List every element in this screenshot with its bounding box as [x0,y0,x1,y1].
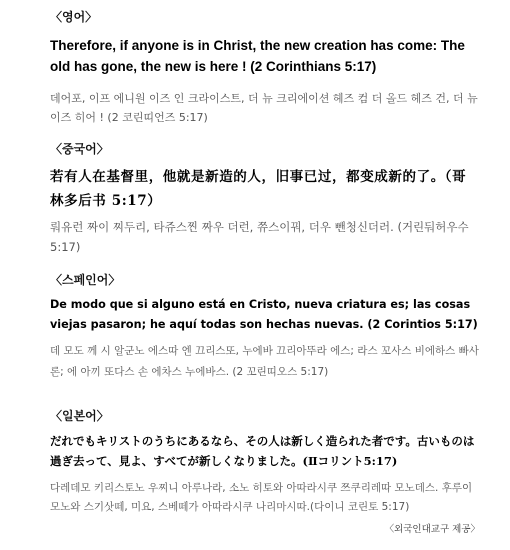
section-label: 〈영어〉 [50,10,98,24]
pronunciation-text: 데어포, 이프 에니원 이즈 인 크라이스트, 더 뉴 크리에이션 헤즈 컴 더 올드 헤즈 건, 더 뉴 이즈 히어 ! (2 코린띠언즈 5:17) [50,92,478,124]
section-english [50,8,480,127]
verse-text: 若有人在基督里，他就是新造的人，旧事已过，都变成新的了。（哥林多后书 5:17） [50,169,467,209]
section-label: 〈일본어〉 [50,409,109,423]
section-label: 〈스페인어〉 [50,273,121,287]
verse-text: だれでもキリストのうちにあるなら、その人は新しく造られた者です。古いものは過ぎ去って、見よ、すべてが新しくなりました。(Ⅱコリント5:17) [50,434,475,468]
section-spanish [50,271,480,383]
section-japanese [50,407,480,517]
source-credit: 〈외국인대교구 제공〉 [384,524,480,535]
pronunciation-text: 데 모도 께 시 알군노 에스따 엔 끄리스또, 누에바 끄리아뚜라 에스; 라스 꼬사스 비에하스 빠사론; 에 아끼 또다스 손 에차스 누에바스. (2 꼬린띠오스 5:17) [50,345,479,378]
verse-text: Therefore, if anyone is in Christ, the new creation has come: The old has gone, the new is here ! (2 Corinthians 5:17) [50,38,465,74]
section-chinese [50,140,480,257]
pronunciation-text: 다레데모 키리스토노 우찌니 아루나라, 소노 히토와 아따라시쿠 쯔쿠리레따 모노데스. 후루이모노와 스기삿떼, 미요, 스베떼가 아따라시쿠 나리마시따.(다이니 코린토 5:17) [50,482,473,513]
verse-text: De modo que si alguno está en Cristo, nueva criatura es; las cosas viejas pasaron; he aquí todas son hechas nuevas. (2 Corintios 5:17) [50,298,478,331]
pronunciation-text: 뤄유런 짜이 찌두리, 타쥬스찐 짜우 더런, 쮸스이꿔, 더우 뺀청신더러. (거린둬허우수 5:17) [50,220,469,254]
section-label: 〈중국어〉 [50,142,109,156]
